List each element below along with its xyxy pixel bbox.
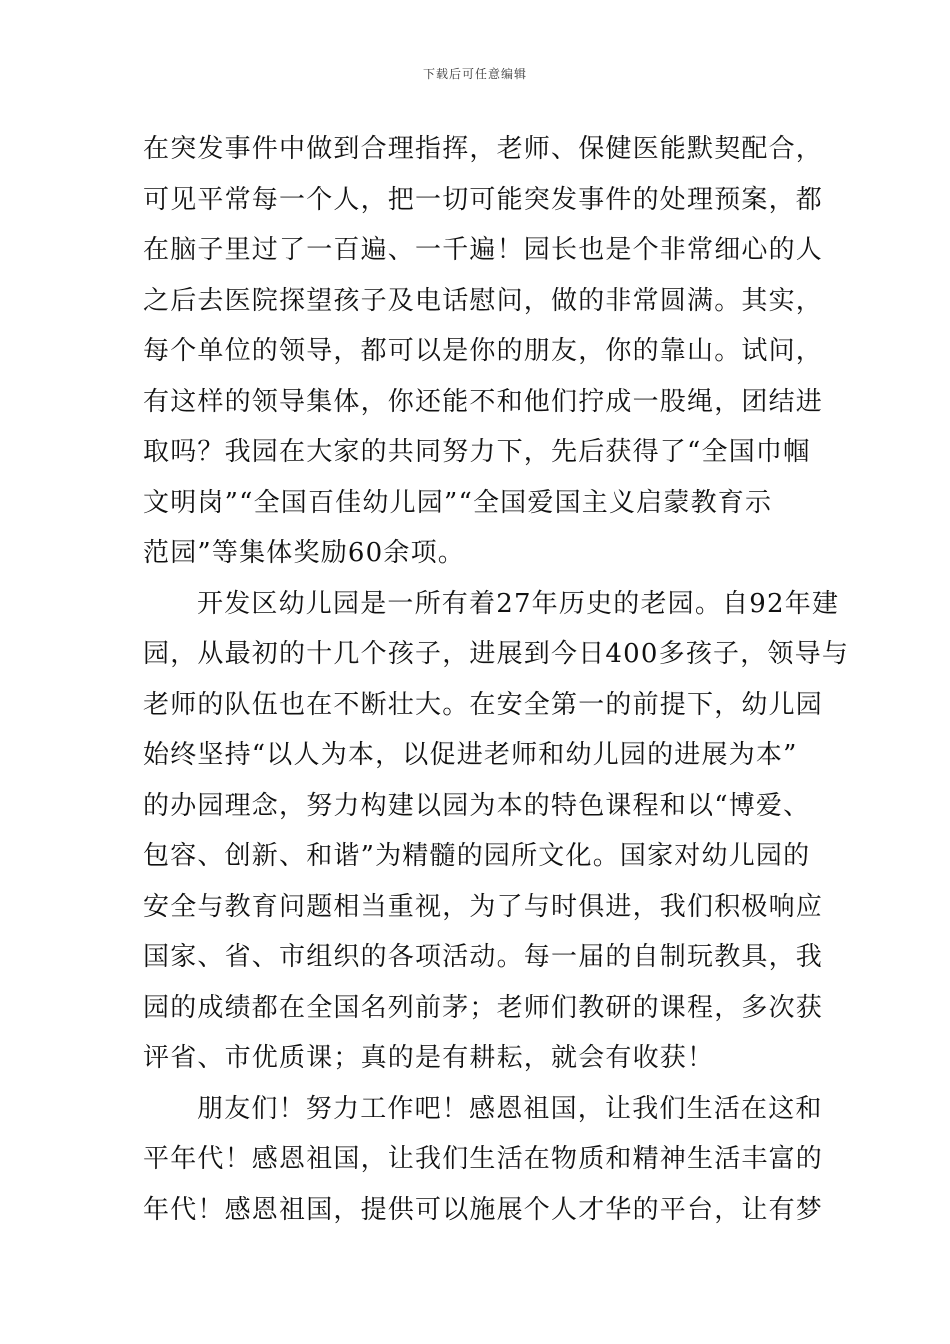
text-line: 包容、创新、和谐”为精髓的园所文化。国家对幼儿园的 <box>143 841 811 871</box>
text-line: 范园”等集体奖励60余项。 <box>143 538 465 568</box>
paragraph-first-line: 开发区幼儿园是一所有着27年历史的老园。自92年建 <box>197 588 840 619</box>
paragraph-first-line: 朋友们！努力工作吧！感恩祖国，让我们生活在这和 <box>197 1093 823 1124</box>
text-line: 可见平常每一个人，把一切可能突发事件的处理预案，都 <box>143 184 824 215</box>
text-line: 园，从最初的十几个孩子，进展到今日400多孩子，领导与 <box>143 639 850 669</box>
text-line: 在脑子里过了一百遍、一千遍！园长也是个非常细心的人 <box>143 235 824 265</box>
text-line: 每个单位的领导，都可以是你的朋友，你的靠山。试问， <box>143 336 824 366</box>
text-line: 评省、市优质课；真的是有耕耘，就会有收获！ <box>143 1043 715 1073</box>
body-text <box>143 124 850 1235</box>
text-line: 年代！感恩祖国，提供可以施展个人才华的平台，让有梦 <box>143 1194 824 1225</box>
text-line: 文明岗”“全国百佳幼儿园”“全国爱国主义启蒙教育示 <box>143 487 773 518</box>
text-line: 老师的队伍也在不断壮大。在安全第一的前提下，幼儿园 <box>143 689 824 720</box>
text-line: 安全与教育问题相当重视，为了与时俱进，我们积极响应 <box>143 891 824 922</box>
text-line: 之后去医院探望孩子及电话慰问，做的非常圆满。其实， <box>143 285 824 316</box>
text-line: 取吗？我园在大家的共同努力下，先后获得了“全国巾帼 <box>143 437 811 467</box>
text-line: 有这样的领导集体，你还能不和他们拧成一股绳，团结进 <box>143 386 824 417</box>
page-header: 下载后可任意编辑 <box>422 67 527 81</box>
text-line: 国家、省、市组织的各项活动。每一届的自制玩教具，我 <box>143 942 824 972</box>
text-line: 平年代！感恩祖国，让我们生活在物质和精神生活丰富的 <box>143 1144 824 1174</box>
text-line: 在突发事件中做到合理指挥，老师、保健医能默契配合， <box>143 134 824 164</box>
text-line: 始终坚持“以人为本，以促进老师和幼儿园的进展为本” <box>143 740 798 770</box>
text-line: 的办园理念，努力构建以园为本的特色课程和以“博爱、 <box>143 790 811 821</box>
text-line: 园的成绩都在全国名列前茅；老师们教研的课程，多次获 <box>143 992 824 1023</box>
